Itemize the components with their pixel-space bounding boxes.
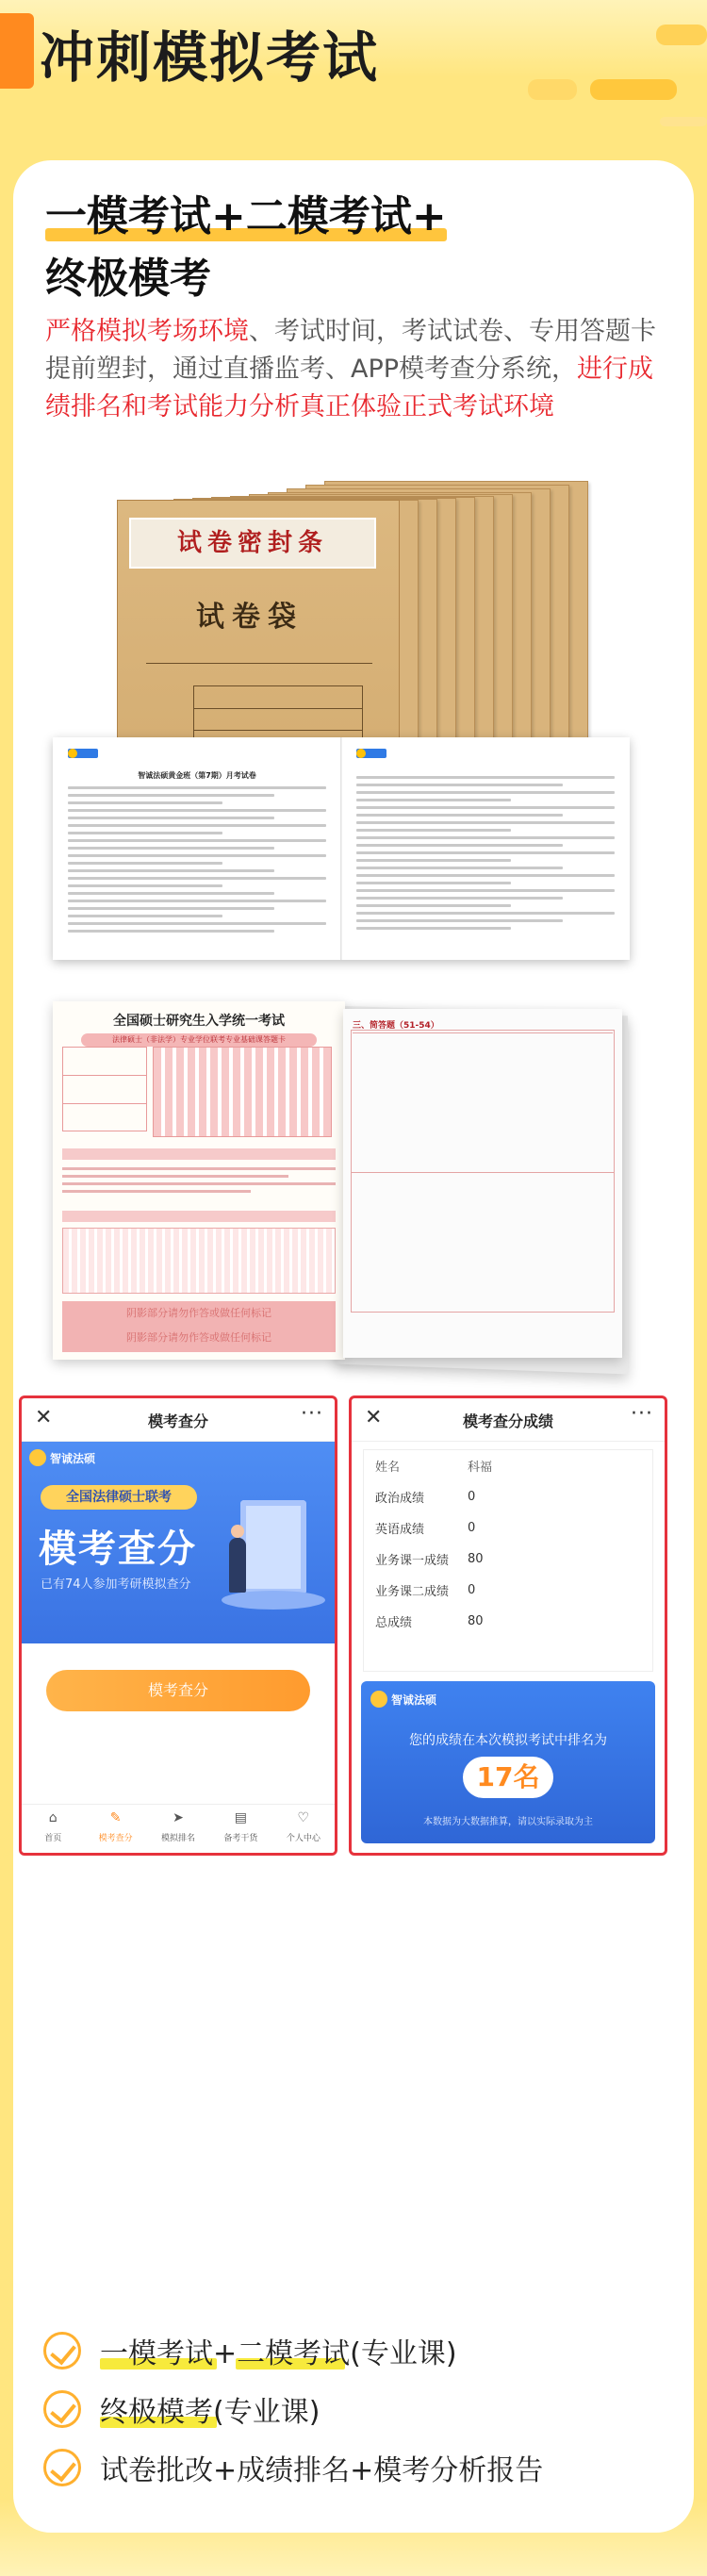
banner-caption: 已有74人参加考研模拟查分 <box>41 1577 191 1592</box>
tab-label: 模拟排名 <box>161 1834 196 1843</box>
exam-paper-title: 智诚法硕黄金班（第7期）月考试卷 <box>138 771 256 780</box>
score-row <box>364 1450 652 1481</box>
answer-sheet-back <box>343 1009 622 1358</box>
score-label: 业务课一成绩 <box>375 1554 450 1568</box>
tab-score-query[interactable] <box>84 1805 146 1853</box>
tab-ranking[interactable] <box>147 1805 209 1853</box>
section-three-label: 三、简答题（51-54） <box>353 1018 613 1033</box>
candidate-info-grid <box>62 1047 336 1141</box>
feature-item <box>43 2321 647 2380</box>
name-box <box>62 1047 147 1131</box>
exam-page-right <box>341 737 630 960</box>
rank-card <box>361 1681 655 1843</box>
score-row <box>364 1481 652 1512</box>
score-row <box>364 1544 652 1575</box>
headline-line-1 <box>45 189 447 245</box>
brand-logo-icon <box>356 749 386 758</box>
exam-number-grid <box>153 1047 332 1137</box>
feature-label: 试卷批改+成绩排名+模考分析报告 <box>100 2454 544 2487</box>
score-label: 英语成绩 <box>375 1523 425 1537</box>
score-label: 姓名 <box>375 1461 401 1475</box>
score-row <box>364 1512 652 1544</box>
tab-label: 首页 <box>44 1834 62 1843</box>
banner-heading: 模考查分 <box>39 1527 197 1571</box>
home-icon: ⌂ <box>48 1810 58 1825</box>
tab-label: 个人中心 <box>286 1834 321 1843</box>
tab-label: 模考查分 <box>98 1834 133 1843</box>
heart-icon: ♡ <box>297 1810 310 1825</box>
score-label: 业务课二成绩 <box>375 1585 450 1599</box>
intro-highlight-1: 严格模拟考场环境 <box>45 317 249 346</box>
notice-line <box>62 1182 336 1185</box>
brand <box>370 1691 436 1708</box>
answer-sheet-front <box>53 1001 345 1360</box>
more-icon[interactable]: ··· <box>301 1402 323 1426</box>
feature-label: 终极模考(专业课) <box>100 2396 321 2429</box>
choice-bubbles <box>62 1228 336 1294</box>
envelope-title: 试卷袋 <box>196 601 304 634</box>
score-label: 政治成绩 <box>375 1492 425 1506</box>
exam-paper-spread <box>53 737 630 960</box>
section-band <box>62 1211 336 1222</box>
more-icon[interactable]: ··· <box>631 1402 653 1426</box>
feature-label: 一模考试+二模考试(专业课) <box>100 2337 457 2370</box>
answer-sheet-illustration <box>53 1001 630 1375</box>
rank-description: 您的成绩在本次模拟考试中排名为 <box>409 1733 607 1748</box>
check-circle-icon <box>43 2449 81 2486</box>
phone-screen-score-query <box>19 1395 337 1856</box>
feature-text <box>100 2330 457 2371</box>
tab-home[interactable] <box>22 1805 84 1853</box>
intro-paragraph <box>45 313 667 426</box>
brand-logo-icon <box>68 749 98 758</box>
no-mark-text: 阴影部分请勿作答或做任何标记 <box>126 1307 271 1319</box>
score-row <box>364 1575 652 1606</box>
notice-line <box>62 1167 336 1170</box>
score-value: 科福 <box>468 1461 493 1475</box>
score-value: 80 <box>468 1552 484 1566</box>
score-label: 总成绩 <box>375 1616 413 1630</box>
banner-illustration <box>222 1500 316 1623</box>
no-mark-text: 阴影部分请勿作答或做任何标记 <box>126 1331 271 1344</box>
send-icon: ➤ <box>173 1810 184 1825</box>
intro-highlight-2: 进行成绩排名和考试能力分析真正体验正式考试环境 <box>45 355 654 421</box>
tab-bar <box>22 1804 335 1853</box>
answer-frame <box>351 1030 615 1313</box>
nav-bar <box>352 1398 665 1442</box>
document-icon: ▤ <box>234 1810 248 1825</box>
seal-strip: 试卷密封条 <box>129 518 376 569</box>
feature-item <box>43 2438 647 2497</box>
tab-materials[interactable] <box>209 1805 271 1853</box>
check-circle-icon <box>43 2332 81 2370</box>
feature-text <box>100 2388 320 2430</box>
exam-page-left <box>53 737 341 960</box>
feature-item <box>43 2380 647 2438</box>
brand-name: 智诚法硕 <box>391 1693 437 1707</box>
title-accent-tab <box>0 13 34 89</box>
nav-title: 模考查分成绩 <box>462 1412 553 1430</box>
score-value: 80 <box>468 1614 484 1628</box>
headline-line-2: 终极模考 <box>45 255 211 303</box>
promo-banner <box>22 1442 335 1643</box>
decoration-bar <box>528 79 577 100</box>
tab-label: 备考干货 <box>223 1834 258 1843</box>
headline-line-1-text: 一模考试+二模考试+ <box>45 192 447 240</box>
top-banner <box>0 0 707 141</box>
banner-pill: 全国法律硕士联考 <box>41 1485 197 1510</box>
score-value: 0 <box>468 1583 476 1597</box>
score-value: 0 <box>468 1521 476 1535</box>
rank-disclaimer: 本数据为大数据推算，请以实际录取为主 <box>423 1817 593 1827</box>
answer-sheet-header: 全国硕士研究生入学统一考试 <box>113 1014 285 1029</box>
brand-logo-icon <box>29 1449 46 1466</box>
close-icon[interactable]: ✕ <box>365 1406 383 1429</box>
check-circle-icon <box>43 2390 81 2428</box>
tab-profile[interactable] <box>272 1805 335 1853</box>
rank-value: 17名 <box>463 1757 553 1798</box>
brand-name: 智诚法硕 <box>50 1451 96 1465</box>
nav-bar <box>22 1398 335 1442</box>
intro-body: 、考试时间，考试试卷、专用答题卡提前塑封，通过直播监考、APP模考查分系统， <box>45 317 656 384</box>
headline <box>45 189 667 307</box>
score-table <box>363 1449 653 1672</box>
decoration-bar <box>656 25 707 45</box>
feature-checklist <box>43 2321 647 2497</box>
nav-title: 模考查分 <box>147 1412 208 1430</box>
envelope-field-line <box>146 663 372 664</box>
brand-logo-icon <box>370 1691 387 1708</box>
phone-screen-score-result <box>349 1395 667 1856</box>
decoration-bar <box>590 79 677 100</box>
score-value: 0 <box>468 1490 476 1504</box>
no-mark-area <box>62 1301 336 1352</box>
brand <box>29 1449 95 1466</box>
close-icon[interactable]: ✕ <box>35 1406 53 1429</box>
feature-text <box>100 2447 543 2488</box>
answer-sheet-subheader: 法律硕士（非法学）专业学位联考专业基础课答题卡 <box>81 1033 317 1047</box>
score-row <box>364 1606 652 1637</box>
score-query-button[interactable]: 模考查分 <box>46 1670 310 1711</box>
notice-band <box>62 1148 336 1160</box>
notice-line <box>62 1190 251 1193</box>
page-title: 冲刺模拟考试 <box>40 25 380 90</box>
notice-line <box>62 1175 288 1178</box>
decoration-bar <box>660 117 707 126</box>
pencil-icon: ✎ <box>109 1810 122 1825</box>
